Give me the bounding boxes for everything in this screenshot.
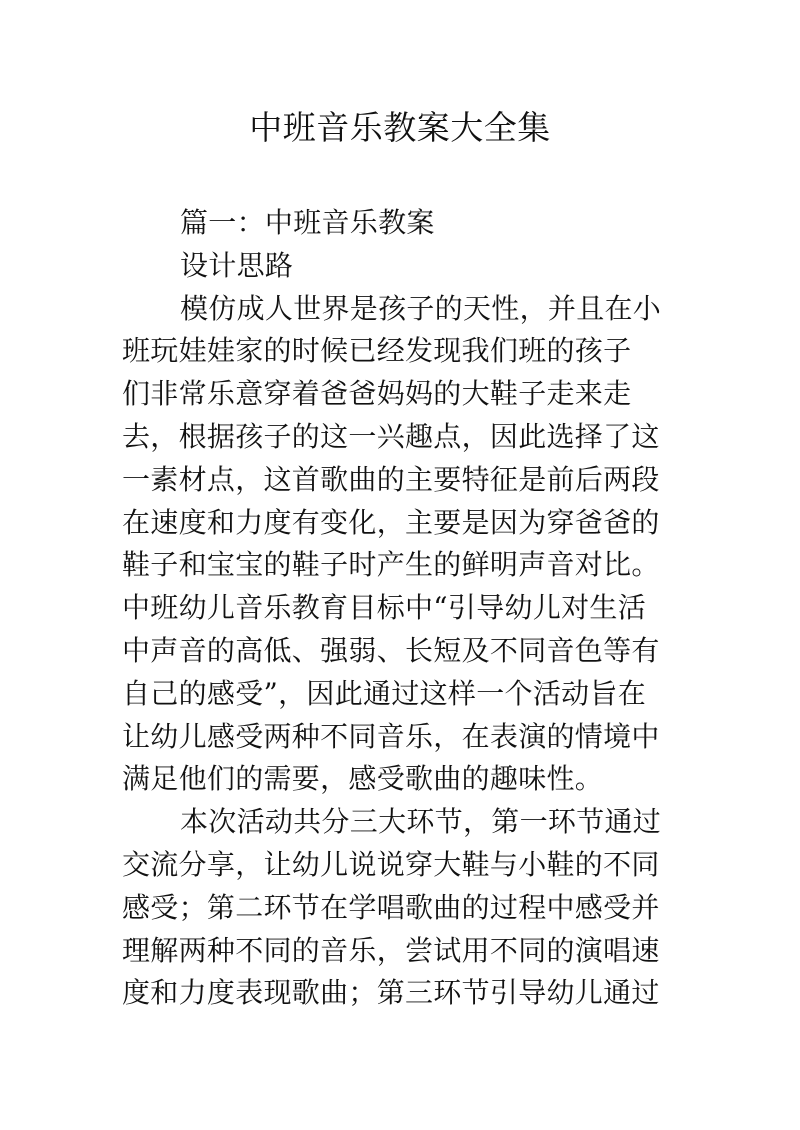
section-heading: 篇一：中班音乐教案 <box>180 206 435 239</box>
paragraph-line: 满足他们的需要，感受歌曲的趣味性。 <box>122 762 604 796</box>
paragraph-line: 度和力度表现歌曲；第三环节引导幼儿通过 <box>122 976 660 1010</box>
paragraph-line: 感受；第二环节在学唱歌曲的过程中感受并 <box>122 890 660 924</box>
document-body <box>122 202 702 1015</box>
paragraph-line: 鞋子和宝宝的鞋子时产生的鲜明声音对比。 <box>122 548 660 582</box>
paragraph-line: 本次活动共分三大环节，第一环节通过 <box>180 805 662 839</box>
paragraph-line: 让幼儿感受两种不同音乐，在表演的情境中 <box>122 719 660 753</box>
paragraph-line: 模仿成人世界是孩子的天性，并且在小 <box>180 291 662 325</box>
paragraph-line: 去，根据孩子的这一兴趣点，因此选择了这 <box>122 419 660 453</box>
paragraph-line: 们非常乐意穿着爸爸妈妈的大鞋子走来走 <box>122 377 632 411</box>
paragraph-line: 中声音的高低、强弱、长短及不同音色等有 <box>122 633 660 667</box>
paragraph-line: 交流分享，让幼儿说说穿大鞋与小鞋的不同 <box>122 847 660 881</box>
paragraph-line: 自己的感受”，因此通过这样一个活动旨在 <box>122 676 647 710</box>
paragraph-line: 理解两种不同的音乐，尝试用不同的演唱速 <box>122 933 660 967</box>
paragraph-line: 中班幼儿音乐教育目标中“引导幼儿对生活 <box>122 591 647 625</box>
paragraph-line: 在速度和力度有变化，主要是因为穿爸爸的 <box>122 505 660 539</box>
paragraph-line: 班玩娃娃家的时候已经发现我们班的孩子 <box>122 334 632 368</box>
paragraph-line: 一素材点，这首歌曲的主要特征是前后两段 <box>122 462 660 496</box>
document-title: 中班音乐教案大全集 <box>249 108 551 147</box>
subsection-heading: 设计思路 <box>180 248 294 282</box>
